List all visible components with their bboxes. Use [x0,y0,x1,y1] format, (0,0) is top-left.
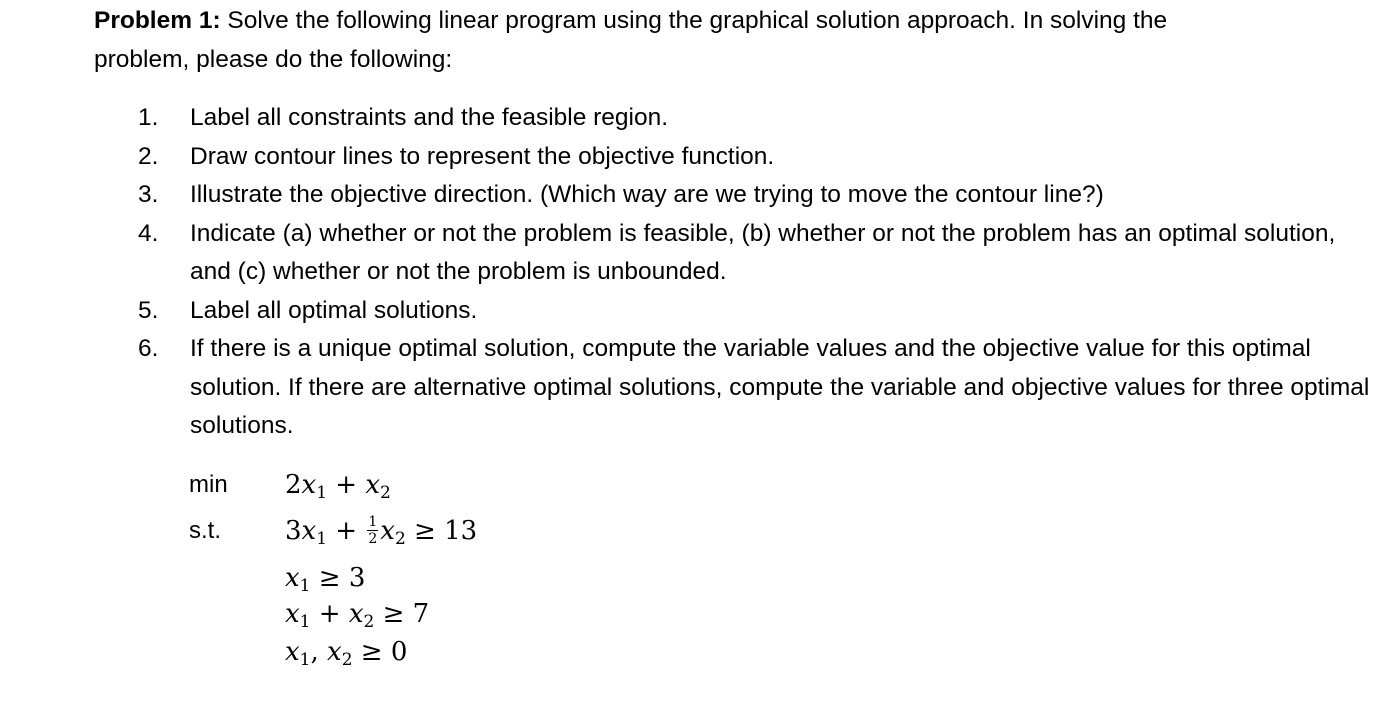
list-item-text: Illustrate the objective direction. (Which way are we trying to move the contour line?) [190,181,1104,208]
constraint-nonnegativity: $x_1$, $x_2 \ge 0$ [285,637,408,670]
list-item-number: 5. [138,296,159,324]
instruction-list [138,99,1373,446]
list-item [138,176,1373,215]
min-label: min [189,471,228,498]
list-item-number: 3. [138,181,159,208]
list-item [138,330,1373,446]
list-item-number: 4. [138,219,159,247]
list-item-number: 1. [138,104,159,131]
constraint-2: $x_1 \ge 3$ [285,563,366,596]
intro-line-2: problem, please do the following: [94,45,453,73]
list-item-text: Draw contour lines to represent the objective function. [190,142,775,170]
st-label: s.t. [189,517,222,544]
objective-function: $2x_1 + x_2$ [285,470,391,503]
list-item [138,292,1373,331]
list-item-text: If there is a unique optimal solution, compute the variable values and the objective value for this optimal solution. If there are alternative optimal solutions, compute the variable and objective values for three optimal solutions. [190,335,1370,439]
list-item [138,215,1373,292]
constraint-1: $3x_1$ + $\frac{1}{2}$ $x_2 \ge 13$ [285,513,478,549]
problem-label: Problem 1: [94,7,221,34]
constraint-3: $x_1 + x_2 \ge 7$ [285,599,430,632]
intro-line-1: Solve the following linear program using the graphical solution approach. In solving the [220,7,1168,34]
list-item [138,99,1373,138]
list-item-text: Label all optimal solutions. [190,296,478,324]
list-item-text: Indicate (a) whether or not the problem is feasible, (b) whether or not the problem has an optimal solution, and (c) whether or not the problem is unbounded. [190,219,1336,285]
list-item-number: 6. [138,335,159,362]
list-item-number: 2. [138,142,159,170]
list-item-text: Label all constraints and the feasible region. [190,104,669,131]
list-item [138,138,1373,177]
fraction-one-half: $\frac{1}{2}$ [368,513,378,547]
problem-intro [94,2,1324,79]
